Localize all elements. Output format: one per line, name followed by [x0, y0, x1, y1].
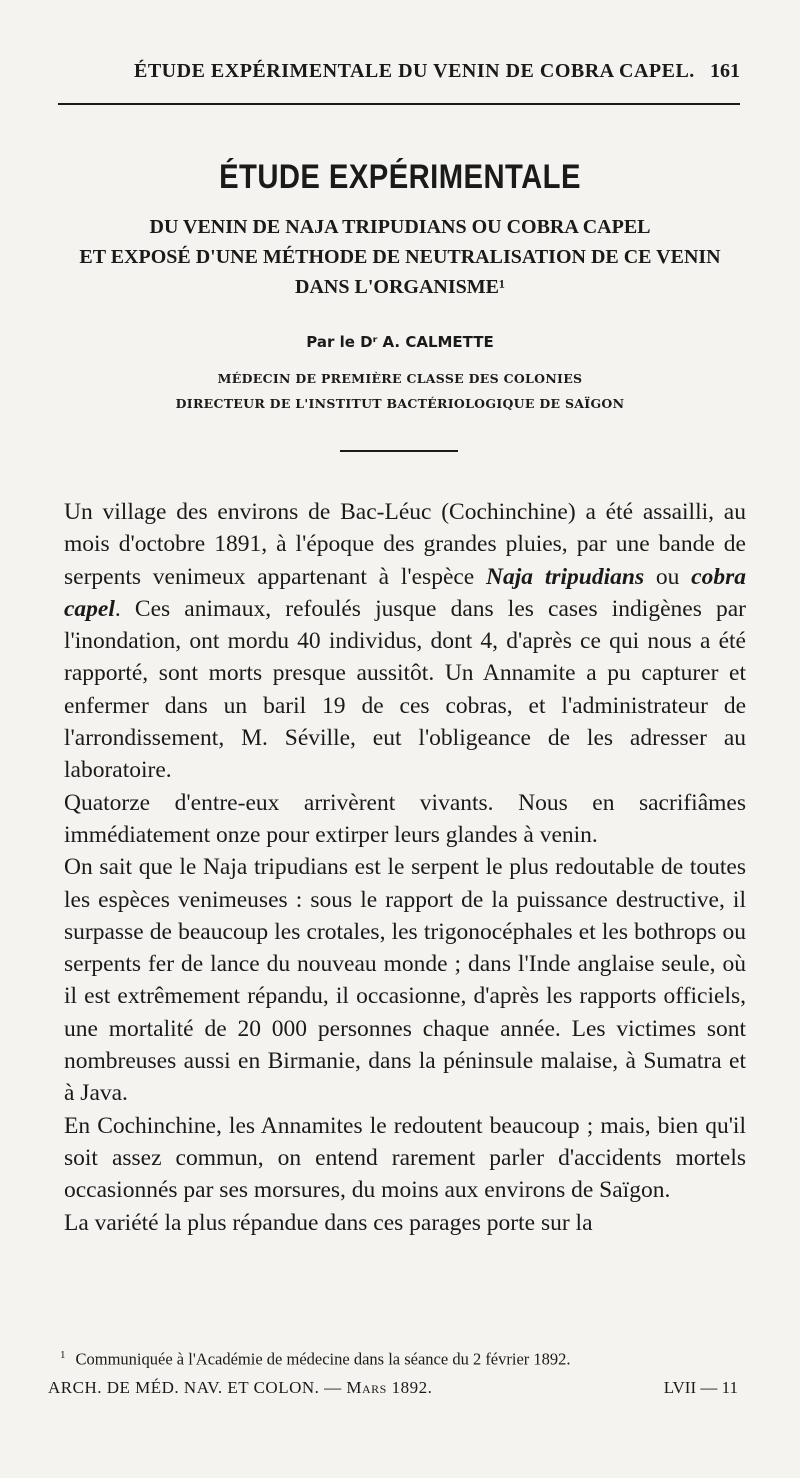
species-name: Naja tripudians	[486, 563, 645, 590]
author-role-1: MÉDECIN DE PREMIÈRE CLASSE DES COLONIES	[217, 371, 583, 386]
footnote-mark: 1	[60, 1349, 66, 1361]
article-subtitle-line-2: ET EXPOSÉ D'UNE MÉTHODE DE NEUTRALISATION DE CE VENIN	[79, 246, 721, 268]
section-separator	[340, 450, 458, 452]
author-role-2: DIRECTEUR DE L'INSTITUT BACTÉRIOLOGIQUE DE SAÏGON	[175, 396, 625, 411]
page-number: 161	[710, 60, 740, 82]
article-subtitle-line-1: DU VENIN DE NAJA TRIPUDIANS OU COBRA CAPEL	[149, 216, 651, 238]
author-byline: Par le Dʳ A. CALMETTE	[306, 333, 494, 351]
article-title: ÉTUDE EXPÉRIMENTALE	[219, 158, 581, 196]
article-body	[64, 496, 746, 1239]
footnote-text: Communiquée à l'Académie de médecine dans la séance du 2 février 1892.	[75, 1349, 571, 1369]
paragraph-4: En Cochinchine, les Annamites le redoutent beaucoup ; mais, bien qu'il soit assez commun, on entend rarement parler d'accidents mortels occasionnés par ses morsures, du moins aux environs de Saïgon.	[64, 1112, 746, 1204]
paragraph-1-text-b: ou	[644, 563, 692, 590]
paragraph-3: On sait que le Naja tripudians est le serpent le plus redoutable de toutes les espèces venimeuses : sous le rapport de la puissance destructive, il surpasse de beaucoup les crotales, les trigonocéphales et les bothrops ou serpents fer de lance du nouveau monde ; dans l'Inde anglaise seule, où il est extrêmement répandu, il occasionne, d'après les rapports officiels, une mortalité de 20 000 personnes chaque année. Les victimes sont nombreuses aussi en Birmanie, dans la péninsule malaise, à Sumatra et à Java.	[64, 854, 746, 1107]
header-rule	[58, 103, 740, 105]
page-footer	[48, 1378, 738, 1404]
paragraph-1-text-a: Un village des environs de Bac-Léuc (Cochinchine) a été assailli, au mois d'octobre 1891, à l'époque des grandes pluies, par une bande de serpents venimeux appartenant à l'espèce	[64, 499, 746, 590]
footnote	[60, 1344, 746, 1371]
paragraph-2: Quatorze d'entre-eux arrivèrent vivants. Nous en sacrifiâmes immédiatement onze pour extirper leurs glandes à venin.	[64, 789, 746, 848]
running-title: ÉTUDE EXPÉRIMENTALE DU VENIN DE COBRA CAPEL.	[134, 60, 695, 82]
paragraph-1	[64, 496, 746, 787]
common-name: cobra capel	[64, 563, 746, 622]
paragraph-5: La variété la plus répandue dans ces parages porte sur la	[64, 1209, 593, 1236]
article-subtitle-line-3: DANS L'ORGANISME¹	[295, 276, 505, 298]
journal-citation: ARCH. DE MÉD. NAV. ET COLON. — Mars 1892.	[48, 1378, 433, 1397]
running-head	[60, 60, 740, 88]
paragraph-1-text-c: . Ces animaux, refoulés jusque dans les cases indigènes par l'inondation, ont mordu 40 individus, dont 4, d'après ce qui nous a été rapporté, sont morts presque aussitôt. Un Annamite a pu capturer et enfermer dans un baril 19 de ces cobras, et l'administrateur de l'arrondissement, M. Séville, eut l'obligeance de les adresser au laboratoire.	[64, 595, 746, 784]
volume-signature: LVII — 11	[663, 1378, 738, 1397]
